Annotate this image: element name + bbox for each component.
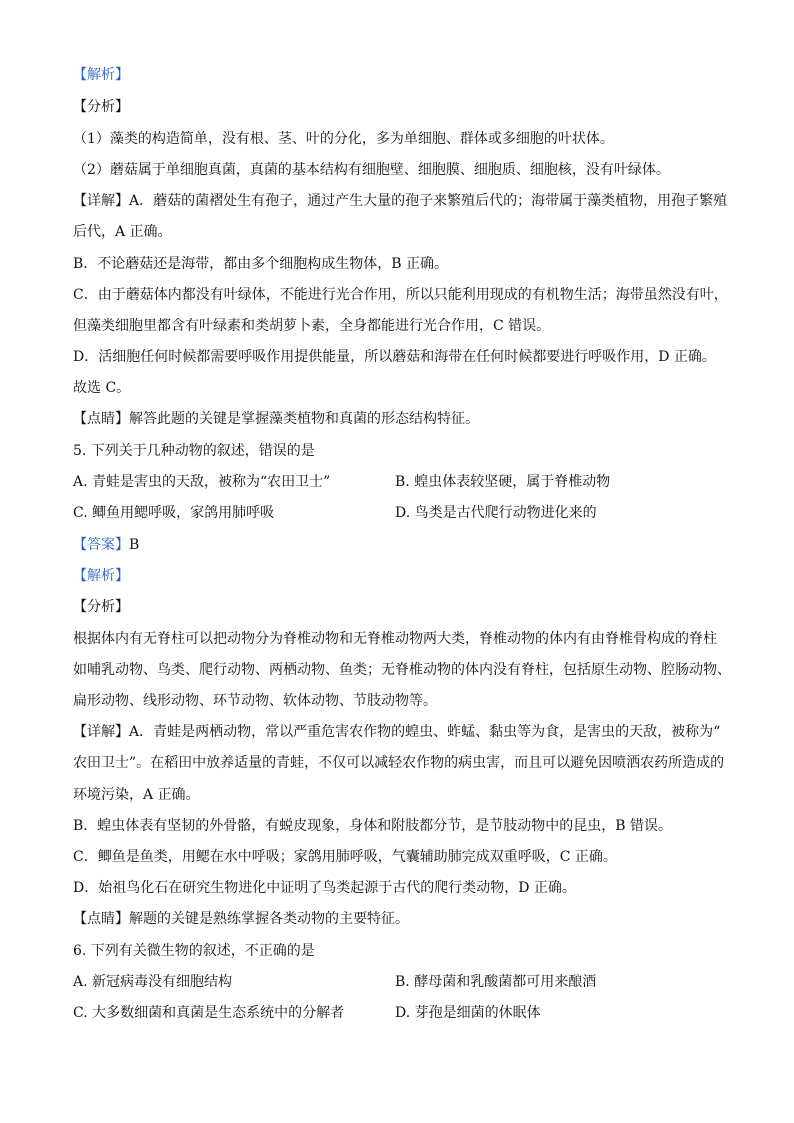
option-c: C. 鲫鱼用鳃呼吸，家鸽用肺呼吸 bbox=[73, 505, 275, 521]
text-line: 但藻类细胞里都含有叶绿素和类胡萝卜素，全身都能进行光合作用，C 错误。 bbox=[73, 318, 551, 334]
text-line: C．由于蘑菇体内都没有叶绿体，不能进行光合作用，所以只能利用现成的有机物生活；海带虽然没有叶， bbox=[73, 287, 728, 303]
text-line bbox=[73, 910, 409, 928]
section-tag-analysis: 【解析】 bbox=[73, 67, 129, 83]
text-line: 后代，A 正确。 bbox=[73, 224, 172, 240]
text-line: 扁形动物、线形动物、环节动物、软体动物、节肢动物等。 bbox=[73, 693, 437, 709]
section-tag-detail: 【详解】 bbox=[73, 193, 129, 209]
option-b: B. 蝗虫体表较坚硬，属于脊椎动物 bbox=[395, 474, 611, 490]
text-line: B．蝗虫体表有坚韧的外骨骼，有蜕皮现象，身体和附肢都分节，是节肢动物中的昆虫，B 错误。 bbox=[73, 818, 673, 834]
section-tag-breakdown: 【分析】 bbox=[73, 99, 129, 115]
option-d: D. 鸟类是古代爬行动物进化来的 bbox=[395, 505, 597, 521]
option-a: A. 新冠病毒没有细胞结构 bbox=[73, 974, 233, 990]
answer-value: B bbox=[129, 537, 140, 553]
text-span: A．青蛙是两栖动物，常以严重危害农作物的蝗虫、蚱蜢、黏虫等为食，是害虫的天敌，被称为“ bbox=[129, 724, 721, 740]
section-tag-note: 【点睛】 bbox=[73, 411, 129, 427]
option-d: D. 芽孢是细菌的休眠体 bbox=[395, 1005, 541, 1021]
section-tag-note: 【点睛】 bbox=[73, 911, 129, 927]
text-line: 根据体内有无脊柱可以把动物分为脊椎动物和无脊椎动物两大类，脊椎动物的体内有由脊椎骨构成的脊柱 bbox=[73, 631, 717, 647]
section-tag-detail: 【详解】 bbox=[73, 724, 129, 740]
option-c: C. 大多数细菌和真菌是生态系统中的分解者 bbox=[73, 1005, 345, 1021]
text-line: C．鲫鱼是鱼类，用鳃在水中呼吸；家鸽用肺呼吸，气囊辅助肺完成双重呼吸，C 正确。 bbox=[73, 849, 617, 865]
text-line: 故选 C。 bbox=[73, 380, 131, 396]
question-6: 6. 下列有关微生物的叙述，不正确的是 bbox=[73, 943, 315, 959]
text-line: 环境污染，A 正确。 bbox=[73, 787, 200, 803]
text-line: （2）蘑菇属于单细胞真菌，真菌的基本结构有细胞壁、细胞膜、细胞质、细胞核，没有叶绿体。 bbox=[73, 162, 670, 178]
option-b: B. 酵母菌和乳酸菌都可用来酿酒 bbox=[395, 974, 597, 990]
question-5: 5. 下列关于几种动物的叙述，错误的是 bbox=[73, 443, 315, 459]
section-tag-analysis: 【解析】 bbox=[73, 568, 129, 584]
section-tag-breakdown: 【分析】 bbox=[73, 599, 129, 615]
text-line: B．不论蘑菇还是海带，都由多个细胞构成生物体，B 正确。 bbox=[73, 256, 449, 272]
text-span: 解答此题的关键是掌握藻类植物和真菌的形态结构特征。 bbox=[129, 411, 479, 427]
text-line: D．活细胞任何时候都需要呼吸作用提供能量，所以蘑菇和海带在任何时候都要进行呼吸作用，D 正确。 bbox=[73, 349, 716, 365]
section-tag-answer: 【答案】 bbox=[73, 537, 129, 553]
text-line: 如哺乳动物、鸟类、爬行动物、两栖动物、鱼类；无脊椎动物的体内没有脊柱，包括原生动物、腔肠动物、 bbox=[73, 662, 731, 678]
option-a: A. 青蛙是害虫的天敌，被称为“农田卫士” bbox=[73, 474, 331, 490]
text-line: （1）藻类的构造简单，没有根、茎、叶的分化，多为单细胞、群体或多细胞的叶状体。 bbox=[73, 131, 614, 147]
text-span: 解题的关键是熟练掌握各类动物的主要特征。 bbox=[129, 911, 409, 927]
text-line bbox=[73, 723, 720, 741]
text-line: 农田卫士”。在稻田中放养适量的青蛙，不仅可以减轻农作物的病虫害，而且可以避免因喷洒农药所造成的 bbox=[73, 755, 725, 771]
text-line bbox=[73, 192, 727, 210]
text-span: A．蘑菇的菌褶处生有孢子，通过产生大量的孢子来繁殖后代的；海带属于藻类植物，用孢子繁殖 bbox=[129, 193, 728, 209]
text-line: D．始祖鸟化石在研究生物进化中证明了鸟类起源于古代的爬行类动物，D 正确。 bbox=[73, 880, 576, 896]
answer-line bbox=[73, 536, 139, 554]
text-line bbox=[73, 410, 479, 428]
